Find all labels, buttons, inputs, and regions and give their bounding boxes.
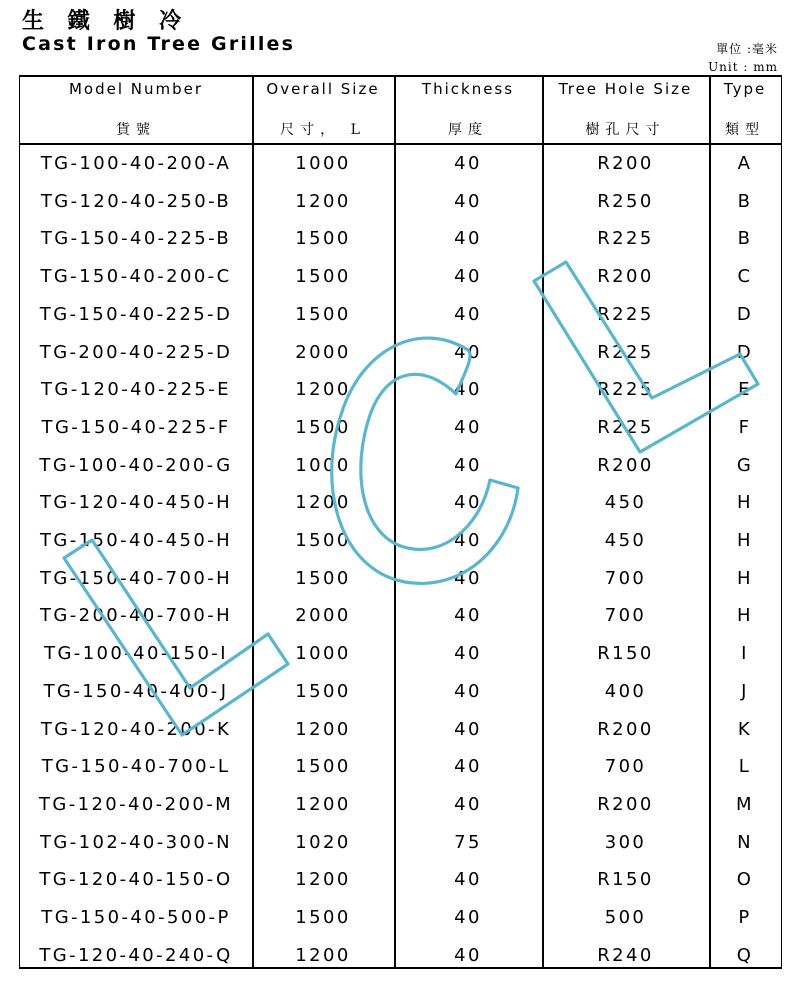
thickness-cell: 40 (454, 605, 482, 627)
tree-hole-size-cell: 700 (604, 605, 647, 627)
overall-size-cell: 1500 (295, 228, 351, 250)
overall-size-cell: 1200 (295, 379, 351, 401)
model-number-cell: TG-150-40-700-L (41, 756, 231, 778)
thickness-cell: 40 (454, 228, 482, 250)
type-cell: E (738, 379, 752, 401)
overall-size-cell: 1200 (295, 793, 351, 815)
thickness-cell: 40 (454, 190, 482, 212)
header-overall-size: Overall Size (266, 80, 380, 98)
tree-hole-size-cell: 450 (604, 492, 647, 514)
thickness-cell: 40 (454, 680, 482, 702)
overall-size-cell: 1200 (295, 190, 351, 212)
type-cell: I (741, 643, 749, 665)
model-number-cell: TG-100-40-200-G (39, 454, 233, 476)
type-cell: B (737, 190, 753, 212)
model-number-cell: TG-120-40-225-E (41, 379, 231, 401)
overall-size-cell: 2000 (295, 605, 351, 627)
header-tree-hole-size: Tree Hole Size (558, 80, 693, 98)
model-number-cell: TG-150-40-200-C (40, 266, 232, 288)
model-number-cell: TG-120-40-200-M (38, 793, 234, 815)
tree-hole-size-cell: R225 (597, 379, 654, 401)
tree-hole-size-cell: R225 (597, 303, 654, 325)
thickness-cell: 40 (454, 793, 482, 815)
thickness-cell: 40 (454, 379, 482, 401)
model-number-cell: TG-102-40-300-N (39, 831, 232, 853)
type-cell: H (737, 605, 753, 627)
unit-label-en: Unit : mm (708, 60, 778, 74)
overall-size-cell: 1500 (295, 907, 351, 928)
overall-size-cell: 1200 (295, 944, 351, 966)
type-cell: Q (736, 944, 754, 966)
tree-hole-size-cell: R200 (597, 718, 654, 740)
model-number-cell: TG-150-40-225-B (40, 228, 232, 250)
overall-size-cell: 1200 (295, 492, 351, 514)
thickness-cell: 40 (454, 643, 482, 665)
thickness-cell: 40 (454, 756, 482, 778)
model-number-cell: TG-120-40-150-O (39, 869, 233, 891)
thickness-cell: 40 (454, 907, 482, 928)
type-cell: L (738, 756, 752, 778)
type-cell: H (737, 567, 753, 589)
overall-size-cell: 1200 (295, 869, 351, 891)
tree-hole-size-cell: R200 (597, 793, 654, 815)
header-overall-size-zh: 尺寸， L (280, 122, 366, 138)
overall-size-cell: 1500 (295, 266, 351, 288)
model-number-cell: TG-120-40-250-B (40, 190, 232, 212)
tree-hole-size-cell: 700 (604, 756, 647, 778)
overall-size-cell: 1200 (295, 718, 351, 740)
tree-hole-size-cell: R150 (597, 643, 654, 665)
type-cell: G (736, 454, 754, 476)
header-model-number-zh: 貨號 (116, 122, 156, 138)
thickness-cell: 40 (454, 416, 482, 438)
overall-size-cell: 2000 (295, 341, 351, 363)
unit-label-zh: 單位 :毫米 (716, 42, 778, 56)
model-number-cell: TG-150-40-450-H (39, 530, 233, 551)
thickness-cell: 40 (454, 341, 482, 363)
thickness-cell: 40 (454, 944, 482, 966)
overall-size-cell: 1500 (295, 680, 351, 702)
model-number-cell: TG-150-40-225-D (39, 303, 233, 325)
page-title-en: Cast Iron Tree Grilles (22, 33, 296, 55)
tree-hole-size-cell: R225 (597, 416, 654, 438)
tree-hole-size-cell: R200 (597, 266, 654, 288)
overall-size-cell: 1000 (295, 643, 351, 665)
thickness-cell: 40 (454, 567, 482, 589)
header-thickness: Thickness (421, 80, 515, 98)
thickness-cell: 40 (454, 454, 482, 476)
thickness-cell: 40 (454, 266, 482, 288)
thickness-cell: 40 (454, 718, 482, 740)
thickness-cell: 40 (454, 153, 482, 174)
spec-table (19, 75, 782, 969)
header-type: Type (723, 80, 767, 98)
overall-size-cell: 1500 (295, 303, 351, 325)
type-cell: M (736, 793, 754, 815)
header-model-number: Model Number (68, 80, 204, 98)
overall-size-cell: 1500 (295, 756, 351, 778)
model-number-cell: TG-100-40-150-I (44, 643, 228, 665)
model-number-cell: TG-120-40-450-H (39, 492, 233, 514)
model-number-cell: TG-200-40-700-H (39, 605, 233, 627)
thickness-cell: 40 (454, 530, 482, 551)
header-type-zh: 類型 (725, 122, 765, 138)
model-number-cell: TG-120-40-240-Q (39, 944, 233, 966)
thickness-cell: 40 (454, 303, 482, 325)
tree-hole-size-cell: 400 (604, 680, 647, 702)
tree-hole-size-cell: 300 (604, 831, 647, 853)
tree-hole-size-cell: 700 (604, 567, 647, 589)
overall-size-cell: 1500 (295, 530, 351, 551)
model-number-cell: TG-150-40-225-F (41, 416, 231, 438)
type-cell: K (737, 718, 753, 740)
tree-hole-size-cell: 500 (604, 907, 647, 928)
header-thickness-zh: 厚度 (448, 122, 488, 138)
overall-size-cell: 1000 (295, 153, 351, 174)
tree-hole-size-cell: R240 (597, 944, 654, 966)
tree-hole-size-cell: R200 (597, 153, 654, 174)
overall-size-cell: 1020 (295, 831, 351, 853)
type-cell: F (738, 416, 752, 438)
tree-hole-size-cell: R225 (597, 341, 654, 363)
type-cell: B (737, 228, 753, 250)
type-cell: D (736, 341, 754, 363)
type-cell: A (737, 153, 753, 174)
tree-hole-size-cell: R150 (597, 869, 654, 891)
type-cell: N (737, 831, 753, 853)
tree-hole-size-cell: R225 (597, 228, 654, 250)
type-cell: O (736, 869, 754, 891)
type-cell: C (737, 266, 753, 288)
model-number-cell: TG-150-40-700-H (39, 567, 233, 589)
overall-size-cell: 1500 (295, 416, 351, 438)
thickness-cell: 40 (454, 869, 482, 891)
tree-hole-size-cell: 450 (604, 530, 647, 551)
header-tree-hole-size-zh: 樹孔尺寸 (585, 122, 666, 138)
tree-hole-size-cell: R200 (597, 454, 654, 476)
type-cell: H (737, 492, 753, 514)
model-number-cell: TG-200-40-225-D (39, 341, 233, 363)
type-cell: D (736, 303, 754, 325)
thickness-cell: 40 (454, 492, 482, 514)
overall-size-cell: 1000 (295, 454, 351, 476)
model-number-cell: TG-100-40-200-A (40, 153, 232, 174)
model-number-cell: TG-150-40-400-J (43, 680, 229, 702)
model-number-cell: TG-150-40-500-P (41, 907, 231, 928)
type-cell: J (741, 680, 749, 702)
thickness-cell: 75 (454, 831, 482, 853)
type-cell: P (738, 907, 752, 928)
type-cell: H (737, 530, 753, 551)
overall-size-cell: 1500 (295, 567, 351, 589)
tree-hole-size-cell: R250 (597, 190, 654, 212)
model-number-cell: TG-120-40-200-K (40, 718, 232, 740)
page-title-zh: 生 鐵 樹 冷 (22, 8, 189, 34)
